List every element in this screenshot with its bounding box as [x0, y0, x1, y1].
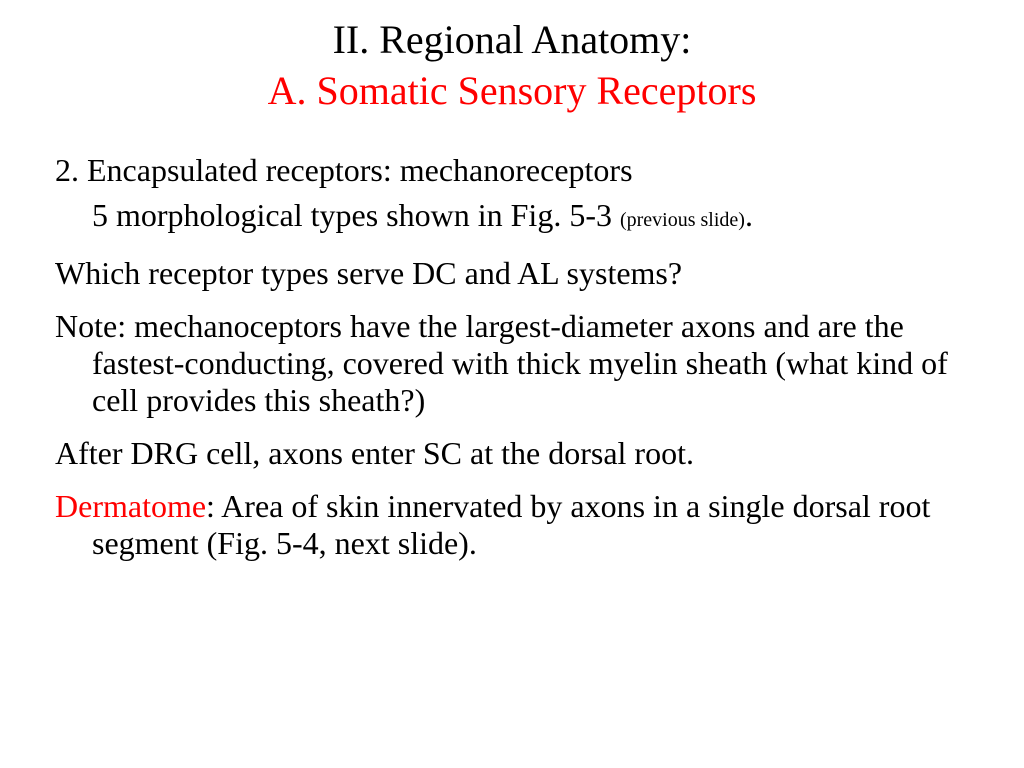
paragraph-drg: After DRG cell, axons enter SC at the dorsal root.	[55, 435, 694, 471]
slide-body	[55, 152, 995, 578]
morphological-types-text: 5 morphological types shown in Fig. 5-3	[92, 197, 620, 233]
previous-slide-note: (previous slide)	[619, 209, 745, 231]
paragraph-encapsulated-receptors: 2. Encapsulated receptors: mechanoreceptors	[55, 152, 633, 188]
morphological-types-period: .	[744, 197, 753, 233]
dermatome-term: Dermatome	[55, 488, 207, 524]
slide-title	[0, 14, 1024, 116]
title-line-2: A. Somatic Sensory Receptors	[267, 68, 757, 113]
paragraph-morphological-types	[55, 197, 995, 239]
title-line-1: II. Regional Anatomy:	[332, 17, 692, 62]
paragraph-note: Note: mechanoceptors have the largest-diameter axons and are the fastest-conducting, covered with thick myelin sheath (what kind of cell provides this sheath?)	[55, 308, 948, 418]
paragraph-dermatome	[55, 488, 995, 562]
paragraph-receptor-question: Which receptor types serve DC and AL systems?	[55, 255, 683, 291]
dermatome-definition: : Area of skin innervated by axons in a single dorsal root segment (Fig. 5-4, next slide).	[92, 488, 931, 561]
